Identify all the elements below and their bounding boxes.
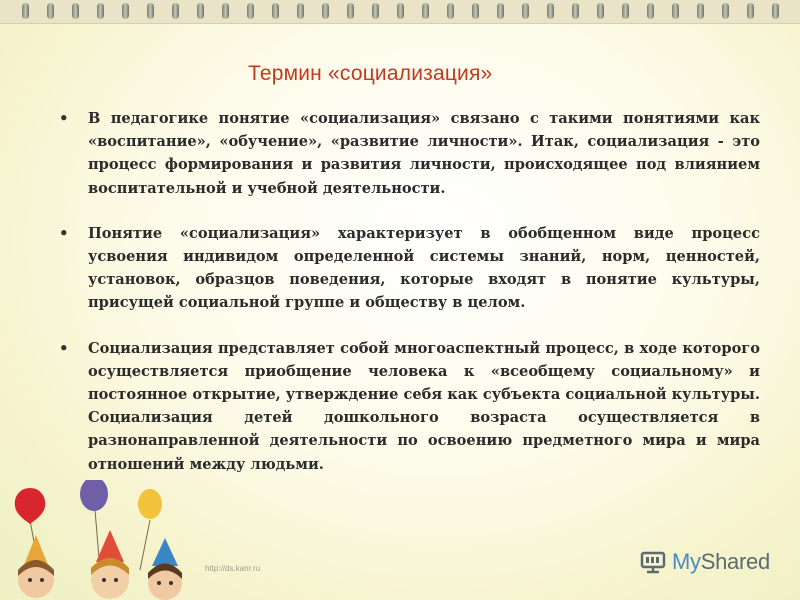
bullet-glyph: • [59, 109, 69, 127]
ring-binding-icon [47, 3, 54, 19]
bullet-item-3 [56, 337, 760, 476]
ring-binding-icon [572, 3, 579, 19]
ring-binding-icon [447, 3, 454, 19]
ring-binding-icon [172, 3, 179, 19]
ring-binding-icon [597, 3, 604, 19]
brand-suffix: Shared [700, 549, 770, 574]
ring-binding-icon [322, 3, 329, 19]
bullet-glyph: • [59, 223, 69, 242]
ring-binding-icon [622, 3, 629, 19]
brand-prefix: My [672, 549, 701, 574]
bullet-item-2 [56, 222, 760, 315]
ring-binding-icon [722, 3, 729, 19]
bullet-text-1: В педагогике понятие «социализация» связано с такими понятиями как «воспитание», «обучение», «развитие личности». Итак, социализация - это процесс формирования и развития личности, происходящее под влиянием воспитательной и учебной деятельности. [88, 110, 760, 197]
ring-binding-icon [397, 3, 404, 19]
ring-binding-icon [297, 3, 304, 19]
ring-binding-icon [97, 3, 104, 19]
ring-binding-icon [222, 3, 229, 19]
ring-binding-icon [197, 3, 204, 19]
ring-binding-icon [122, 3, 129, 19]
ring-binding-icon [372, 3, 379, 19]
ring-binding-icon [72, 3, 79, 19]
ring-binding-icon [347, 3, 354, 19]
myshared-logo[interactable] [640, 548, 770, 576]
ring-binding-icon [647, 3, 654, 19]
ring-binding-icon [522, 3, 529, 19]
slide-title: Термин «социализация» [248, 62, 493, 85]
ring-binding-icon [22, 3, 29, 19]
ring-binding-icon [772, 3, 779, 19]
party-kids-illustration [0, 480, 200, 600]
ring-binding-icon [747, 3, 754, 19]
ring-binding-icon [422, 3, 429, 19]
ring-binding-icon [272, 3, 279, 19]
bullet-glyph: • [59, 338, 69, 357]
myshared-brand [672, 549, 770, 575]
myshared-logo-icon [640, 550, 666, 574]
ring-binding-icon [247, 3, 254, 19]
ring-binding-icon [697, 3, 704, 19]
ring-binding-icon [547, 3, 554, 19]
ring-binding-icon [472, 3, 479, 19]
bullet-text-2: Понятие «социализация» характеризует в обобщенном виде процесс усвоения индивидом определенной системы знаний, норм, ценностей, установок, образцов поведения, которые входят в понятие культуры, присущей социальной группе и обществу в целом. [88, 224, 760, 312]
watermark-url: http://ds.kanr.ru [205, 564, 261, 573]
balloon-icon [15, 480, 162, 524]
ring-binding-icon [497, 3, 504, 19]
ring-binding [0, 0, 800, 24]
bullet-item-1 [56, 107, 760, 200]
bullet-list [56, 107, 760, 498]
ring-binding-icon [672, 3, 679, 19]
bullet-text-3: Социализация представляет собой многоаспектный процесс, в ходе которого осуществляется приобщение человека к «всеобщему социальному» и постоянное открытие, утверждение себя как субъекта социальной культуры. Социализация детей дошкольного возраста осуществляется в разнонаправленной деятельности по освоению предметного мира и мира отношений между людьми. [88, 339, 760, 473]
ring-binding-icon [147, 3, 154, 19]
